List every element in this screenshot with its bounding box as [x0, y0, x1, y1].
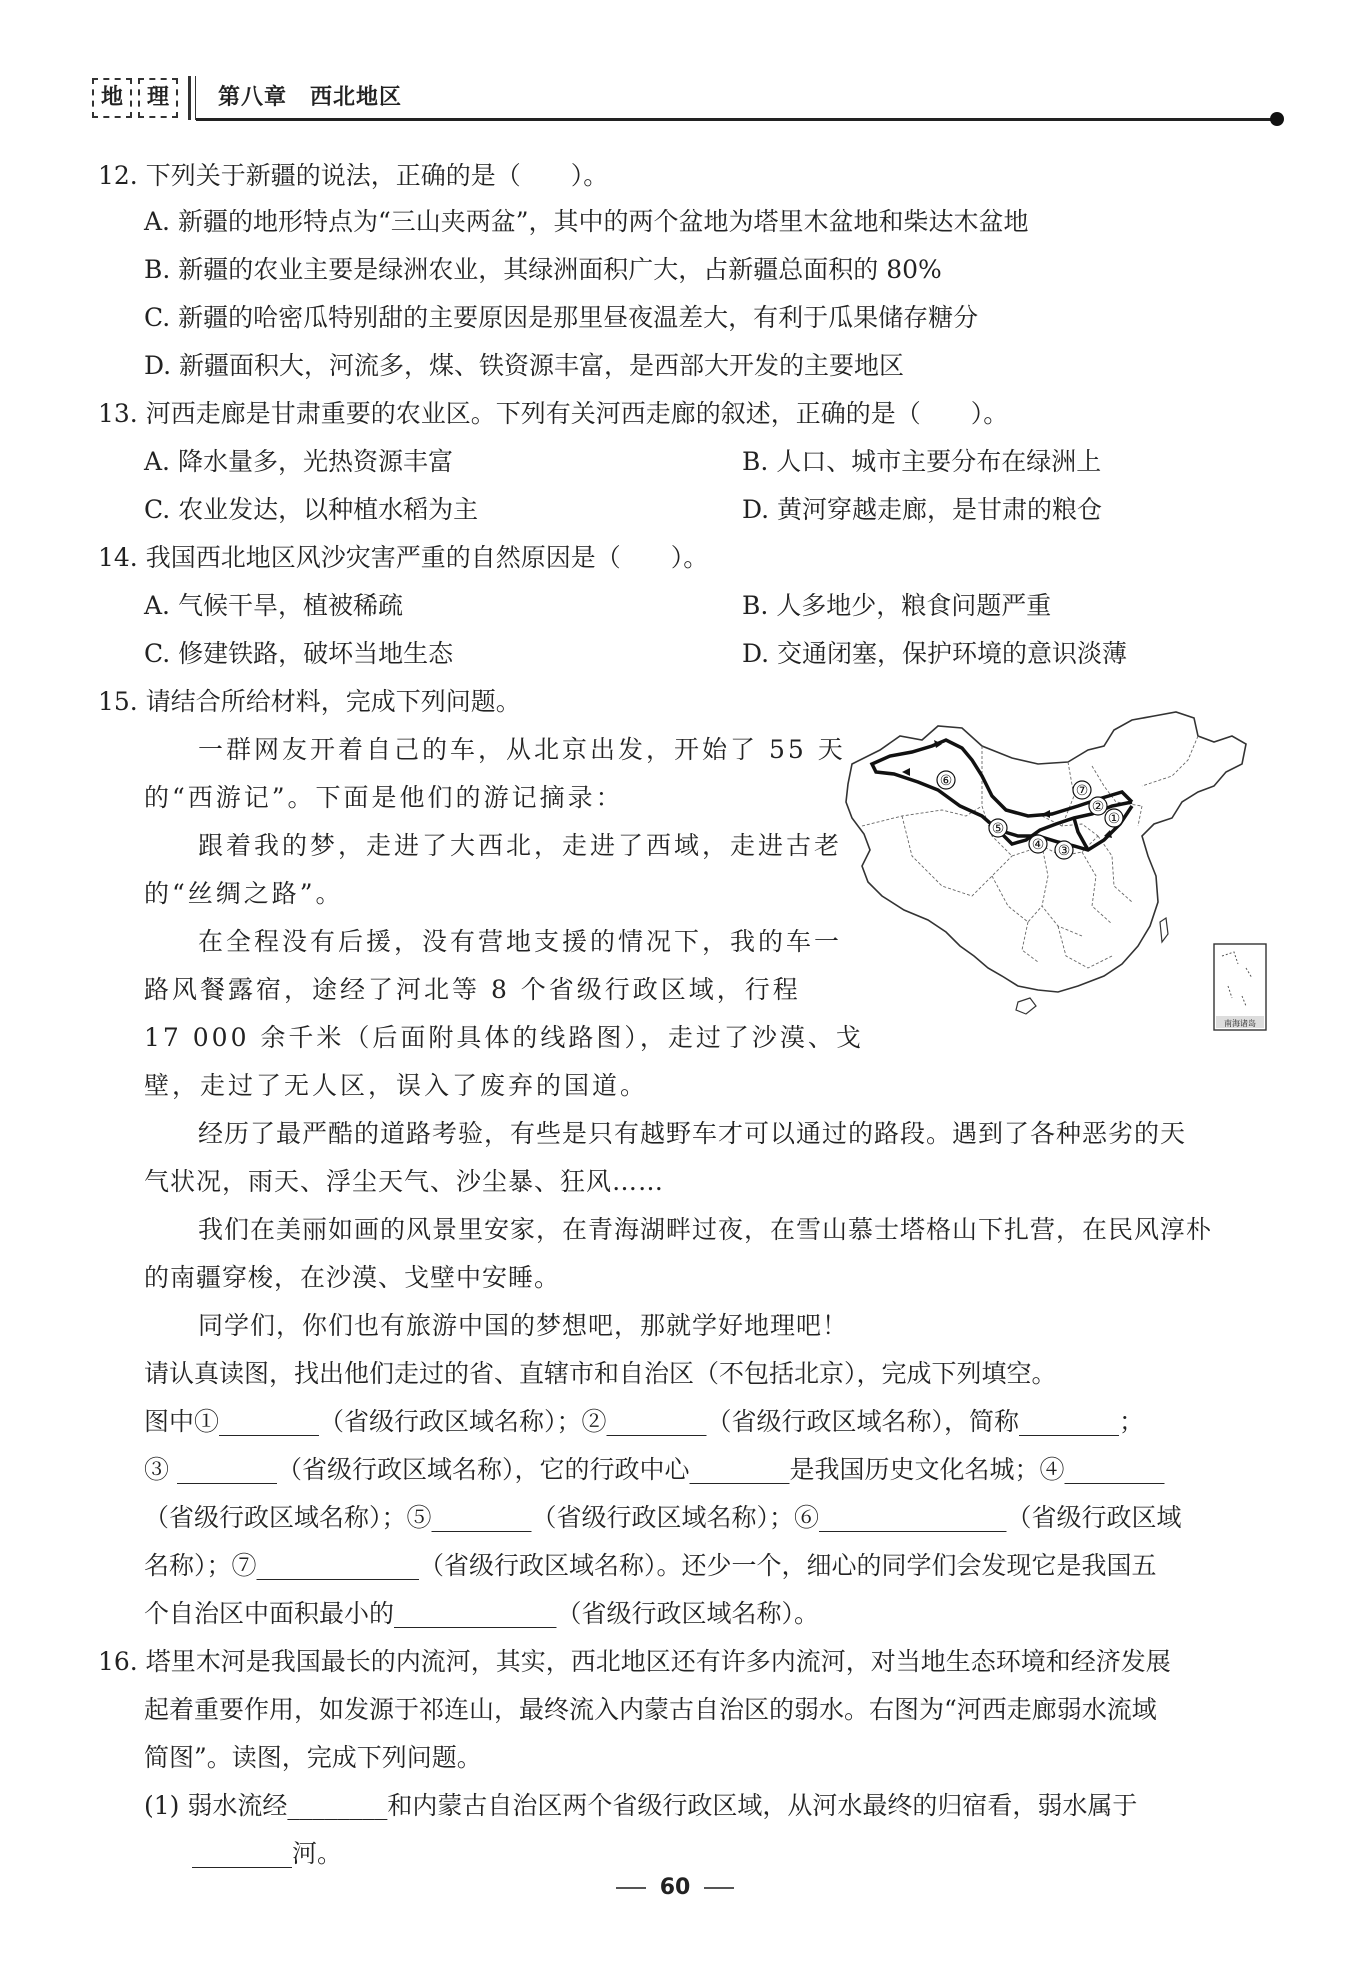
story-line: 的“丝绸之路”。 — [144, 879, 344, 908]
q13-option-b: B. 人口、城市主要分布在绿洲上 — [742, 447, 1102, 476]
story-line: 17 000 余千米（后面附具体的线路图），走过了沙漠、戈 — [144, 1023, 864, 1052]
q13-option-d: D. 黄河穿越走廊，是甘肃的粮仓 — [742, 495, 1103, 524]
q16-sub1: (1) 弱水流经________和内蒙古自治区两个省级行政区域，从河水最终的归宿看，弱水属于 — [144, 1791, 1138, 1820]
marker-6-label: ⑥ — [939, 773, 953, 789]
header-divider — [195, 76, 196, 120]
q12-option-a: A. 新疆的地形特点为“三山夹两盆”，其中的两个盆地为塔里木盆地和柴达木盆地 — [144, 207, 1029, 236]
story-line: 跟着我的梦，走进了大西北，走进了西域，走进古老 — [198, 831, 843, 860]
question-16-line: 16. 塔里木河是我国最长的内流河，其实，西北地区还有许多内流河，对当地生态环境和经济发展 — [98, 1647, 1171, 1676]
q15-fill-line: （省级行政区域名称）；⑤________（省级行政区域名称）；⑥_______________（省级行政区域 — [144, 1503, 1182, 1532]
q15-task: 请认真读图，找出他们走过的省、直辖市和自治区（不包括北京），完成下列填空。 — [144, 1359, 1057, 1388]
q12-option-c: C. 新疆的哈密瓜特别甜的主要原因是那里昼夜温差大，有利于瓜果储存糖分 — [144, 303, 979, 332]
inset-label: 南海诸岛 — [1224, 1019, 1256, 1028]
marker-3-label: ③ — [1057, 843, 1071, 859]
marker-5-label: ⑤ — [991, 821, 1005, 837]
footer-dash — [704, 1887, 734, 1889]
q13-option-c: C. 农业发达，以种植水稻为主 — [144, 495, 479, 524]
q15-fill-line: 图中①________（省级行政区域名称）；②________（省级行政区域名称），简称________； — [144, 1407, 1145, 1436]
q14-option-b: B. 人多地少，粮食问题严重 — [742, 591, 1052, 620]
header-divider — [188, 76, 191, 120]
page-header — [92, 74, 1292, 124]
taiwan-island — [1160, 918, 1168, 942]
subject-char: 地 — [92, 78, 132, 118]
q13-option-a: A. 降水量多，光热资源丰富 — [144, 447, 453, 476]
question-15-stem: 15. 请结合所给材料，完成下列问题。 — [98, 687, 521, 716]
q14-option-d: D. 交通闭塞，保护环境的意识淡薄 — [742, 639, 1128, 668]
story-line: 同学们，你们也有旅游中国的梦想吧，那就学好地理吧！ — [198, 1311, 849, 1340]
subject-char: 理 — [138, 78, 178, 118]
story-line: 的南疆穿梭，在沙漠、戈壁中安睡。 — [144, 1263, 561, 1292]
marker-4-label: ④ — [1031, 837, 1045, 853]
story-line: 一群网友开着自己的车，从北京出发，开始了 55 天 — [198, 735, 846, 764]
header-rule-dot — [1270, 112, 1284, 126]
question-13-stem: 13. 河西走廊是甘肃重要的农业区。下列有关河西走廊的叙述，正确的是（ ）。 — [98, 399, 1009, 428]
marker-1-label: ① — [1107, 811, 1121, 827]
q15-fill-line: 名称）；⑦_____________（省级行政区域名称）。还少一个，细心的同学们会发现它是我国五 — [144, 1551, 1157, 1580]
story-line: 在全程没有后援，没有营地支援的情况下，我的车一 — [198, 927, 843, 956]
story-line: 路风餐露宿，途经了河北等 8 个省级行政区域，行程 — [144, 975, 801, 1004]
question-16-line: 起着重要作用，如发源于祁连山，最终流入内蒙古自治区的弱水。右图为“河西走廊弱水流域 — [144, 1695, 1157, 1724]
south-china-sea-inset — [1214, 944, 1266, 1030]
story-line: 壁，走过了无人区，误入了废弃的国道。 — [144, 1071, 649, 1100]
question-12-stem: 12. 下列关于新疆的说法，正确的是（ ）。 — [98, 161, 609, 190]
marker-7-label: ⑦ — [1075, 783, 1089, 799]
story-line: 我们在美丽如画的风景里安家，在青海湖畔过夜，在雪山慕士塔格山下扎营，在民风淳朴 — [198, 1215, 1213, 1244]
story-line: 气状况，雨天、浮尘天气、沙尘暴、狂风…… — [144, 1167, 665, 1196]
q15-fill-line: ③ ________（省级行政区域名称），它的行政中心________是我国历史文化名城；④________ — [144, 1455, 1165, 1484]
page-footer — [0, 1875, 1350, 1900]
china-route-map — [842, 706, 1272, 1036]
q15-fill-line: 个自治区中面积最小的_____________（省级行政区域名称）。 — [144, 1599, 820, 1628]
question-16-line: 简图”。读图，完成下列问题。 — [144, 1743, 482, 1772]
subject-badge — [92, 78, 178, 118]
q14-option-c: C. 修建铁路，破坏当地生态 — [144, 639, 454, 668]
q12-option-b: B. 新疆的农业主要是绿洲农业，其绿洲面积广大，占新疆总面积的 80% — [144, 255, 942, 284]
story-line: 的“西游记”。下面是他们的游记摘录： — [144, 783, 624, 812]
q16-sub1-cont: ________河。 — [192, 1839, 343, 1868]
q12-option-d: D. 新疆面积大，河流多，煤、铁资源丰富，是西部大开发的主要地区 — [144, 351, 905, 380]
footer-dash — [616, 1887, 646, 1889]
marker-2-label: ② — [1091, 799, 1105, 815]
story-line: 经历了最严酷的道路考验，有些是只有越野车才可以通过的路段。遇到了各种恶劣的天 — [198, 1119, 1187, 1148]
header-rule — [196, 118, 1276, 121]
q14-option-a: A. 气候干旱，植被稀疏 — [144, 591, 403, 620]
chapter-title: 第八章 西北地区 — [218, 85, 403, 110]
question-14-stem: 14. 我国西北地区风沙灾害严重的自然原因是（ ）。 — [98, 543, 709, 572]
page-number: 60 — [659, 1875, 691, 1900]
hainan-island — [1016, 998, 1036, 1014]
